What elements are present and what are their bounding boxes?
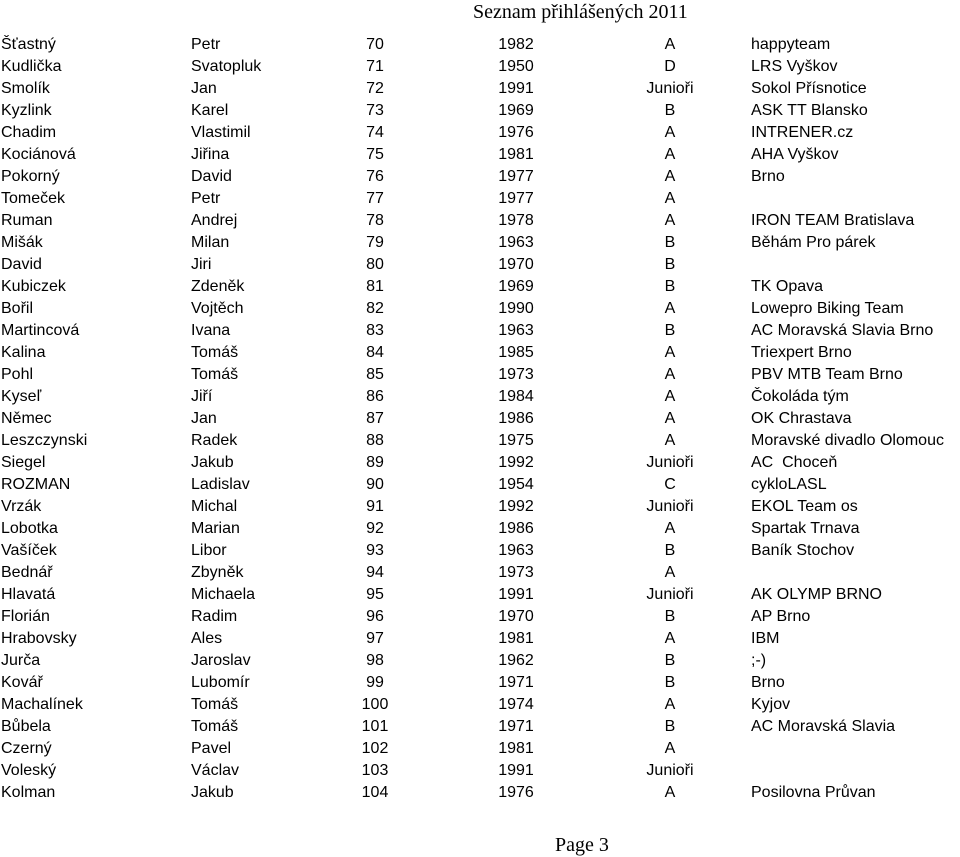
first-name-cell: Jan [191,80,217,97]
table-row [0,342,960,364]
page-title: Seznam přihlášených 2011 [473,1,688,23]
team-cell [751,738,960,760]
number-cell: 82 [366,300,384,317]
number-cell: 78 [366,212,384,229]
category-cell: B [664,652,676,669]
table-row [0,650,960,672]
table-row [0,34,960,56]
surname-cell: Smolík [1,80,50,97]
number-cell: 79 [366,234,384,251]
number-cell: 90 [366,476,384,493]
surname-cell: Leszczynski [1,432,88,449]
team-cell: Brno [751,168,785,185]
number-cell: 72 [366,80,384,97]
number-cell: 77 [366,190,384,207]
category-cell: B [664,278,676,295]
page-number: Page 3 [555,834,609,856]
surname-cell: Kyseľ [1,388,42,405]
year-cell: 1976 [498,784,534,801]
category-cell: A [664,564,676,581]
number-cell: 74 [366,124,384,141]
team-cell: ASK TT Blansko [751,102,868,119]
team-cell: IRON TEAM Bratislava [751,212,915,229]
surname-cell: ROZMAN [1,476,71,493]
table-row [0,760,960,782]
number-cell: 80 [366,256,384,273]
team-cell [751,562,960,584]
surname-cell: Pohl [1,366,34,383]
surname-cell: Vašíček [1,542,57,559]
table-row [0,188,960,210]
year-cell: 1981 [498,740,534,757]
team-cell: AC Choceň [751,454,838,471]
first-name-cell: Vojtěch [191,300,244,317]
table-row [0,672,960,694]
first-name-cell: Marian [191,520,240,537]
year-cell: 1970 [498,608,534,625]
team-cell: AHA Vyškov [751,146,839,163]
surname-cell: David [1,256,42,273]
number-cell: 99 [366,674,384,691]
category-cell: A [664,432,676,449]
table-row [0,496,960,518]
category-cell: A [664,388,676,405]
table-row [0,540,960,562]
surname-cell: Kudlička [1,58,62,75]
surname-cell: Bořil [1,300,34,317]
surname-cell: Kociánová [1,146,76,163]
team-cell: Spartak Trnava [751,520,860,537]
number-cell: 83 [366,322,384,339]
surname-cell: Kovář [1,674,43,691]
year-cell: 1970 [498,256,534,273]
team-cell [751,254,960,276]
year-cell: 1954 [498,476,534,493]
category-cell: Junioři [646,498,694,515]
table-row [0,78,960,100]
surname-cell: Lobotka [1,520,58,537]
team-cell: Běhám Pro párek [751,234,876,251]
first-name-cell: Libor [191,542,227,559]
first-name-cell: Michal [191,498,238,515]
surname-cell: Tomeček [1,190,66,207]
table-row [0,56,960,78]
team-cell [751,760,960,782]
year-cell: 1976 [498,124,534,141]
first-name-cell: Lubomír [191,674,250,691]
number-cell: 88 [366,432,384,449]
first-name-cell: Vlastimil [191,124,251,141]
surname-cell: Hrabovsky [1,630,77,647]
table-row [0,254,960,276]
table-row [0,100,960,122]
category-cell: A [664,784,676,801]
year-cell: 1981 [498,146,534,163]
number-cell: 95 [366,586,384,603]
category-cell: B [664,102,676,119]
table-row [0,452,960,474]
category-cell: Junioři [646,762,694,779]
table-row [0,276,960,298]
number-cell: 89 [366,454,384,471]
category-cell: A [664,630,676,647]
category-cell: A [664,168,676,185]
first-name-cell: Petr [191,190,221,207]
team-cell: Triexpert Brno [751,344,852,361]
number-cell: 86 [366,388,384,405]
category-cell: A [664,36,676,53]
surname-cell: Bednář [1,564,53,581]
number-cell: 70 [366,36,384,53]
number-cell: 100 [361,696,389,713]
table-row [0,320,960,342]
first-name-cell: Svatopluk [191,58,262,75]
team-cell: ;-) [751,652,767,669]
category-cell: B [664,234,676,251]
year-cell: 1977 [498,168,534,185]
number-cell: 102 [361,740,389,757]
year-cell: 1963 [498,234,534,251]
surname-cell: Bůbela [1,718,51,735]
category-cell: B [664,542,676,559]
number-cell: 81 [366,278,384,295]
first-name-cell: Václav [191,762,240,779]
number-cell: 97 [366,630,384,647]
table-row [0,584,960,606]
surname-cell: Kubiczek [1,278,66,295]
first-name-cell: Tomáš [191,718,239,735]
first-name-cell: Jiri [191,256,212,273]
first-name-cell: Milan [191,234,230,251]
year-cell: 1990 [498,300,534,317]
year-cell: 1991 [498,586,534,603]
year-cell: 1971 [498,718,534,735]
table-row [0,628,960,650]
first-name-cell: Jan [191,410,217,427]
category-cell: A [664,344,676,361]
year-cell: 1973 [498,564,534,581]
surname-cell: Voleský [1,762,57,779]
year-cell: 1986 [498,520,534,537]
year-cell: 1986 [498,410,534,427]
surname-cell: Chadim [1,124,57,141]
number-cell: 104 [361,784,389,801]
team-cell: PBV MTB Team Brno [751,366,903,383]
first-name-cell: Tomáš [191,696,239,713]
number-cell: 91 [366,498,384,515]
team-cell: LRS Vyškov [751,58,838,75]
team-cell: Sokol Přísnotice [751,80,867,97]
table-row [0,144,960,166]
number-cell: 101 [361,718,389,735]
first-name-cell: Radek [191,432,238,449]
surname-cell: Florián [1,608,50,625]
first-name-cell: Pavel [191,740,232,757]
first-name-cell: Andrej [191,212,238,229]
first-name-cell: Zbyněk [191,564,244,581]
surname-cell: Jurča [1,652,41,669]
team-cell [751,188,960,210]
first-name-cell: Ladislav [191,476,250,493]
number-cell: 85 [366,366,384,383]
category-cell: B [664,608,676,625]
first-name-cell: Zdeněk [191,278,245,295]
surname-cell: Kyzlink [1,102,52,119]
year-cell: 1969 [498,278,534,295]
category-cell: C [664,476,676,493]
surname-cell: Šťastný [1,36,56,53]
team-cell: happyteam [751,36,831,53]
year-cell: 1973 [498,366,534,383]
year-cell: 1992 [498,498,534,515]
first-name-cell: David [191,168,232,185]
team-cell: Posilovna Průvan [751,784,876,801]
first-name-cell: Petr [191,36,221,53]
year-cell: 1991 [498,762,534,779]
category-cell: A [664,410,676,427]
year-cell: 1991 [498,80,534,97]
category-cell: A [664,740,676,757]
team-cell: cykloLASL [751,476,827,493]
number-cell: 71 [366,58,384,75]
year-cell: 1971 [498,674,534,691]
surname-cell: Pokorný [1,168,60,185]
team-cell: AP Brno [751,608,811,625]
table-row [0,562,960,584]
year-cell: 1975 [498,432,534,449]
team-cell: AK OLYMP BRNO [751,586,882,603]
first-name-cell: Jakub [191,784,234,801]
surname-cell: Vrzák [1,498,42,515]
number-cell: 75 [366,146,384,163]
surname-cell: Němec [1,410,52,427]
number-cell: 92 [366,520,384,537]
year-cell: 1963 [498,542,534,559]
table-row [0,474,960,496]
team-cell: Kyjov [751,696,791,713]
category-cell: B [664,322,676,339]
surname-cell: Hlavatá [1,586,56,603]
surname-cell: Martincová [1,322,80,339]
team-cell: AC Moravská Slavia [751,718,896,735]
category-cell: A [664,366,676,383]
table-row [0,122,960,144]
team-cell: Lowepro Biking Team [751,300,904,317]
table-row [0,386,960,408]
table-row [0,298,960,320]
team-cell: TK Opava [751,278,824,295]
table-row [0,364,960,386]
number-cell: 73 [366,102,384,119]
first-name-cell: Ales [191,630,223,647]
table-row [0,408,960,430]
year-cell: 1969 [498,102,534,119]
table-row [0,518,960,540]
team-cell: INTRENER.cz [751,124,854,141]
surname-cell: Mišák [1,234,43,251]
category-cell: B [664,718,676,735]
category-cell: A [664,190,676,207]
table-row [0,606,960,628]
first-name-cell: Ivana [191,322,231,339]
category-cell: A [664,146,676,163]
table-row [0,716,960,738]
year-cell: 1982 [498,36,534,53]
category-cell: Junioři [646,586,694,603]
surname-cell: Czerný [1,740,52,757]
first-name-cell: Radim [191,608,238,625]
number-cell: 93 [366,542,384,559]
category-cell: D [664,58,676,75]
surname-cell: Siegel [1,454,46,471]
year-cell: 1981 [498,630,534,647]
surname-cell: Ruman [1,212,53,229]
table-row [0,694,960,716]
number-cell: 76 [366,168,384,185]
number-cell: 87 [366,410,384,427]
category-cell: B [664,674,676,691]
year-cell: 1962 [498,652,534,669]
year-cell: 1978 [498,212,534,229]
year-cell: 1974 [498,696,534,713]
year-cell: 1984 [498,388,534,405]
year-cell: 1963 [498,322,534,339]
year-cell: 1985 [498,344,534,361]
team-cell: Čokoláda tým [751,388,849,405]
number-cell: 96 [366,608,384,625]
number-cell: 98 [366,652,384,669]
first-name-cell: Jiří [191,388,213,405]
category-cell: A [664,124,676,141]
category-cell: Junioři [646,454,694,471]
year-cell: 1977 [498,190,534,207]
table-row [0,166,960,188]
table-row [0,430,960,452]
category-cell: B [664,256,676,273]
category-cell: A [664,696,676,713]
first-name-cell: Jiřina [191,146,230,163]
number-cell: 94 [366,564,384,581]
table-row [0,738,960,760]
table-row [0,232,960,254]
team-cell: AC Moravská Slavia Brno [751,322,934,339]
number-cell: 84 [366,344,384,361]
table-row [0,782,960,804]
first-name-cell: Tomáš [191,366,239,383]
first-name-cell: Jaroslav [191,652,251,669]
team-cell: IBM [751,630,780,647]
first-name-cell: Karel [191,102,229,119]
surname-cell: Machalínek [1,696,83,713]
category-cell: Junioři [646,80,694,97]
first-name-cell: Michaela [191,586,256,603]
first-name-cell: Tomáš [191,344,239,361]
table-row [0,210,960,232]
team-cell: Baník Stochov [751,542,855,559]
category-cell: A [664,300,676,317]
team-cell: OK Chrastava [751,410,852,427]
team-cell: EKOL Team os [751,498,858,515]
first-name-cell: Jakub [191,454,234,471]
category-cell: A [664,520,676,537]
team-cell: Moravské divadlo Olomouc [751,432,944,449]
category-cell: A [664,212,676,229]
team-cell: Brno [751,674,785,691]
surname-cell: Kolman [1,784,56,801]
year-cell: 1992 [498,454,534,471]
number-cell: 103 [361,762,389,779]
surname-cell: Kalina [1,344,46,361]
year-cell: 1950 [498,58,534,75]
